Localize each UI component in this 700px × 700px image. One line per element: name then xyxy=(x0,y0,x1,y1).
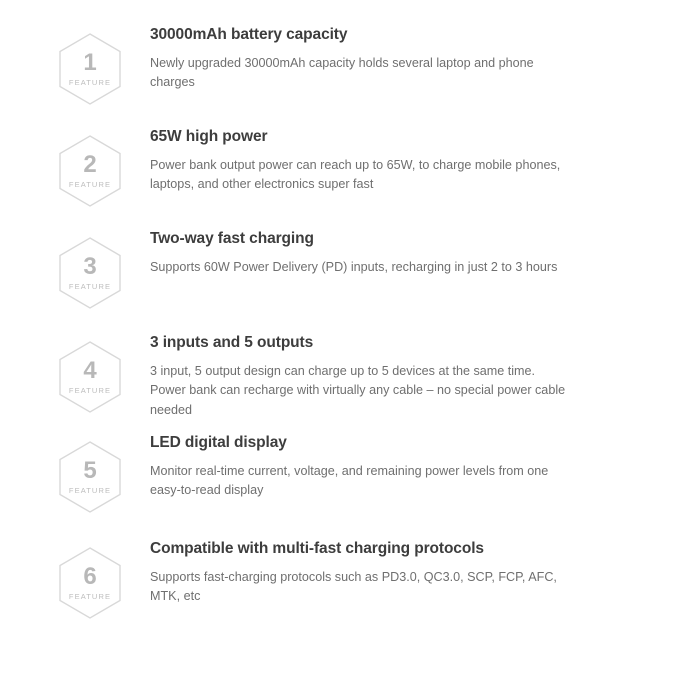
feature-description: Monitor real-time current, voltage, and remaining power levels from one easy-to-read display xyxy=(150,463,549,498)
feature-text-cell xyxy=(150,26,670,93)
feature-title: LED digital display xyxy=(150,434,287,452)
hexagon-badge-icon xyxy=(57,236,123,310)
feature-badge-label: FEATURE xyxy=(68,180,112,189)
feature-text-cell xyxy=(150,128,670,195)
feature-badge-label: FEATURE xyxy=(68,78,112,87)
feature-item-4 xyxy=(30,334,670,420)
feature-badge-cell xyxy=(30,334,150,414)
feature-badge-label: FEATURE xyxy=(68,592,112,602)
hexagon-badge-icon xyxy=(57,340,123,414)
feature-text-cell xyxy=(150,230,670,277)
feature-description: Supports 60W Power Delivery (PD) inputs, recharging in just 2 to 3 hours xyxy=(150,259,558,274)
hexagon-badge-icon xyxy=(57,440,123,514)
feature-badge-cell xyxy=(30,540,150,620)
feature-badge-label: FEATURE xyxy=(68,282,112,291)
feature-number: 1 xyxy=(83,49,97,76)
feature-description: Supports fast-charging protocols such as PD3.0, QC3.0, SCP, FCP, AFC, MTK, etc xyxy=(150,569,557,604)
feature-badge-cell xyxy=(30,434,150,514)
feature-number: 5 xyxy=(83,457,97,485)
feature-description: Power bank output power can reach up to 65W, to charge mobile phones, laptops, and other electronics super fast xyxy=(150,157,561,192)
feature-item-6 xyxy=(30,540,670,620)
feature-text-cell xyxy=(150,434,670,501)
hexagon-badge-icon xyxy=(57,134,123,208)
feature-badge-label: FEATURE xyxy=(68,386,112,395)
feature-item-1 xyxy=(30,26,670,106)
feature-title: Compatible with multi-fast charging protocols xyxy=(150,540,484,558)
feature-text-cell xyxy=(150,334,670,420)
hexagon-badge-icon xyxy=(57,32,123,106)
feature-text-cell xyxy=(150,540,670,607)
feature-description: Newly upgraded 30000mAh capacity holds several laptop and phone charges xyxy=(150,55,534,90)
feature-badge-cell xyxy=(30,230,150,310)
feature-number: 3 xyxy=(83,253,97,280)
feature-item-2 xyxy=(30,128,670,208)
feature-badge-cell xyxy=(30,128,150,208)
feature-title: Two-way fast charging xyxy=(150,230,314,247)
feature-description: 3 input, 5 output design can charge up to 5 devices at the same time. Power bank can recharge with virtually any cable – no special power cable needed xyxy=(150,363,566,417)
feature-number: 4 xyxy=(83,357,97,384)
feature-badge-label: FEATURE xyxy=(68,486,112,496)
hexagon-badge-icon xyxy=(57,546,123,620)
feature-number: 2 xyxy=(83,151,97,178)
feature-item-5 xyxy=(30,434,670,514)
feature-title: 30000mAh battery capacity xyxy=(150,26,348,43)
feature-number: 6 xyxy=(83,563,97,591)
feature-title: 3 inputs and 5 outputs xyxy=(150,334,314,351)
feature-title: 65W high power xyxy=(150,128,268,145)
feature-badge-cell xyxy=(30,26,150,106)
feature-item-3 xyxy=(30,230,670,310)
